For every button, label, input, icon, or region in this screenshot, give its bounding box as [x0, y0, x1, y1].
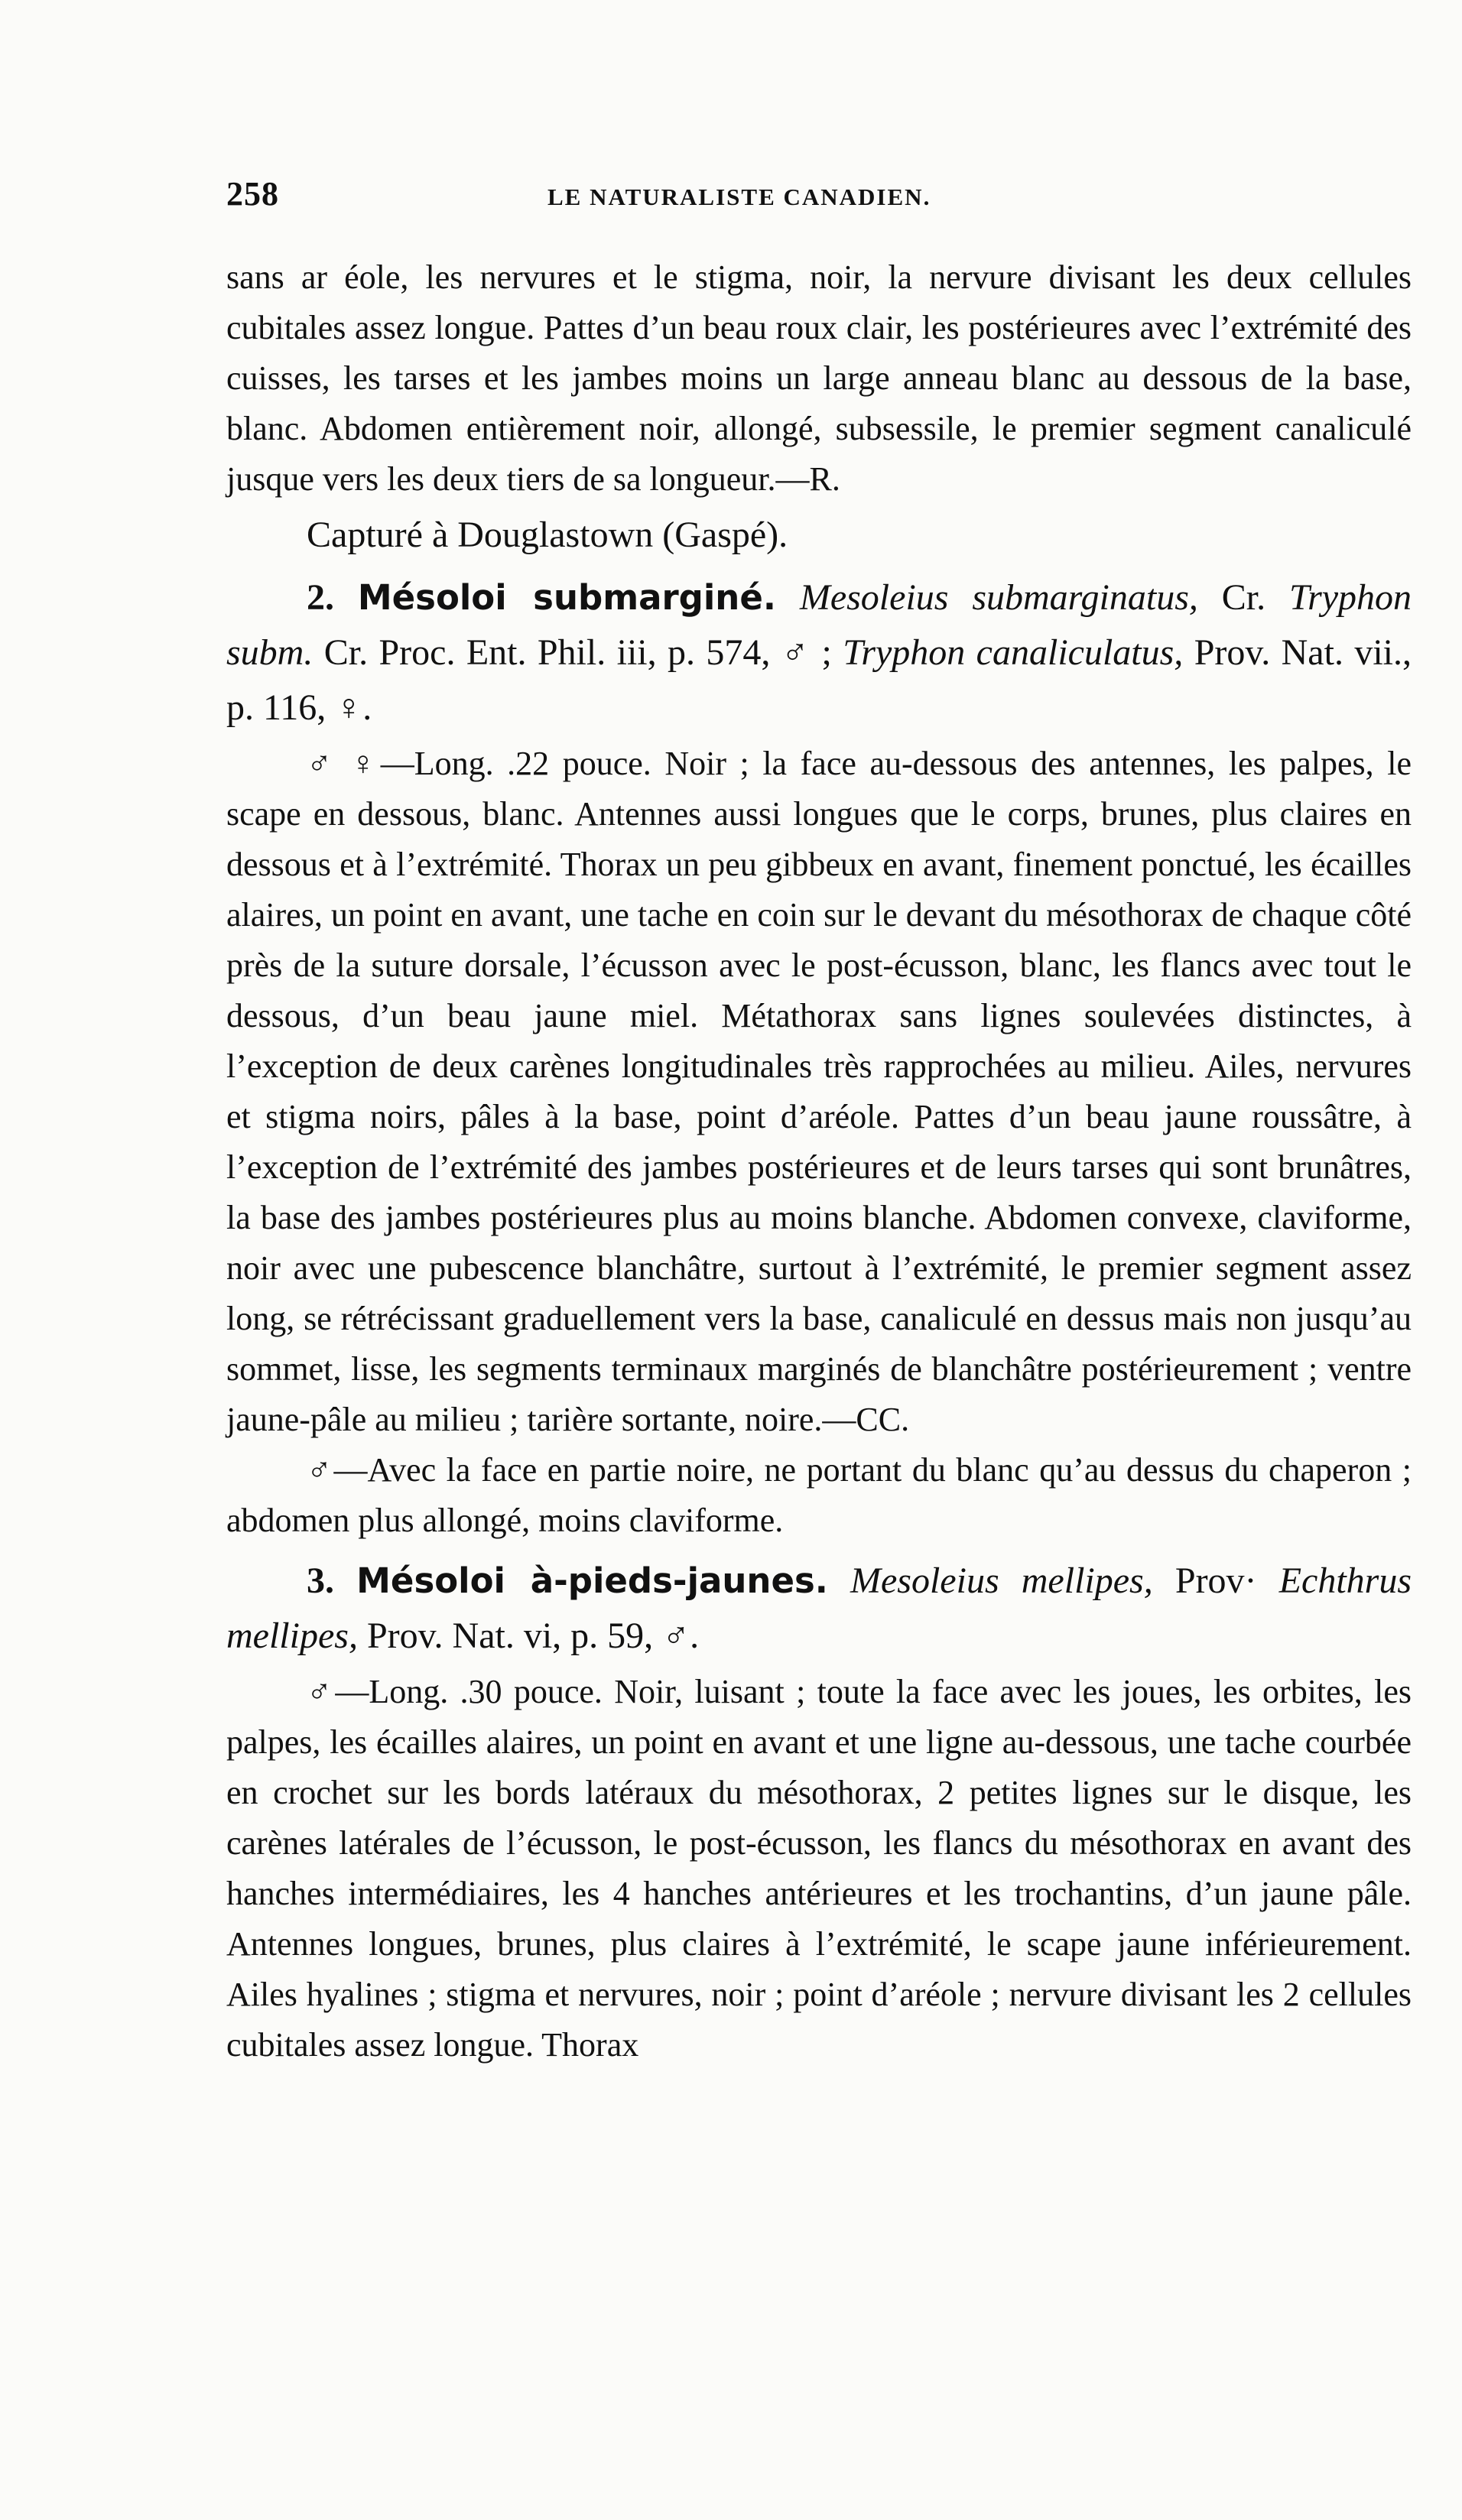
species-description: ♂—Long. .30 pouce. Noir, luisant ; toute la face avec les joues, les orbites, les palpes, les écailles alaires, un point en avant et une ligne au-dessous, une tache courbée en crochet sur les bords latéraux du mésothorax, 2 petites lignes sur le disque, les carènes latérales de l’écusson, le post-écusson, les flancs du mésothorax en avant des hanches intermédiaires, les 4 hanches antérieures et les trochantins, d’un jaune pâle. Antennes longues, brunes, plus claires à l’extrémité, le scape jaune inférieurement. Ailes hyalines ; stigma et nervures, noir ; point d’aréole ; nervure divisant les 2 cellules cubitales assez longue. Thorax: [226, 1673, 1412, 2064]
journal-title: LE NATURALISTE CANADIEN.: [547, 183, 931, 210]
species-ref-text: Cr. Proc. Ent. Phil. iii, p. 574, ♂ ;: [313, 632, 843, 673]
synonym-name: Tryphon subm.: [226, 577, 1412, 673]
species-ref-text: Prov. Nat. vi, p. 59, ♂.: [357, 1616, 700, 1656]
species-ref-text: Prov. Nat. vii., p. 116, ♀.: [226, 632, 1412, 728]
species-ref-text: Prov·: [1152, 1560, 1279, 1601]
species-heading-3: [226, 1554, 1412, 1664]
synonym-name: Tryphon canaliculatus,: [843, 632, 1184, 673]
running-head: [226, 174, 1412, 220]
species-heading-2: [226, 570, 1412, 736]
species-number: 2.: [307, 577, 334, 618]
capture-locality: Capturé à Douglastown (Gaspé).: [307, 515, 788, 555]
species-number: 3.: [307, 1560, 334, 1601]
synonym-name: Echthrus mellipes,: [226, 1560, 1412, 1656]
species-common-name: Mésoloi à-pieds-jaunes.: [356, 1560, 828, 1601]
species-latin-name: Mesoleius submarginatus,: [799, 577, 1198, 618]
species-latin-name: Mesoleius mellipes,: [850, 1560, 1153, 1601]
page-number: 258: [226, 175, 279, 213]
male-description: ♂—Avec la face en partie noire, ne portant du blanc qu’au dessus du chaperon ; abdomen plus allongé, moins claviforme.: [226, 1451, 1412, 1539]
species-description: ♂ ♀—Long. .22 pouce. Noir ; la face au-dessous des antennes, les palpes, le scape en dessous, blanc. Antennes aussi longues que le corps, brunes, plus claires en dessous et à l’extrémité. Thorax un peu gibbeux en avant, finement ponctué, les écailles alaires, un point en avant, une tache en coin sur le devant du mésothorax de chaque côté près de la suture dorsale, l’écusson avec le post-écusson, blanc, les flancs avec tout le dessous, d’un beau jaune miel. Métathorax sans lignes soulevées distinctes, à l’exception de deux carènes longitudinales très rapprochées au milieu. Ailes, nervures et stigma noirs, pâles à la base, point d’aréole. Pattes d’un beau jaune roussâtre, à l’exception de l’extrémité des jambes postérieures et de leurs tarses qui sont brunâtres, la base des jambes postérieures plus au moins blanche. Abdomen convexe, claviforme, noir avec une pubescence blanchâtre, surtout à l’extrémité, le premier segment assez long, se rétrécissant graduellement vers la base, canaliculé en dessus mais non jusqu’au sommet, lisse, les segments terminaux marginés de blanchâtre postérieurement ; ventre jaune-pâle au milieu ; tarière sortante, noire.—CC.: [226, 745, 1412, 1438]
paragraph-continuation: sans ar éole, les nervures et le stigma, noir, la nervure divisant les deux cellules cubitales assez longue. Pattes d’un beau roux clair, les postérieures avec l’extrémité des cuisses, les tarses et les jambes moins un large anneau blanc au dessous de la base, blanc. Abdomen entièrement noir, allongé, subsessile, le premier segment canaliculé jusque vers les deux tiers de sa longueur.—R.: [226, 258, 1412, 498]
body-text: [226, 252, 1412, 2070]
species-common-name: Mésoloi submarginé.: [357, 577, 776, 618]
species-ref-text: Cr.: [1197, 577, 1290, 618]
